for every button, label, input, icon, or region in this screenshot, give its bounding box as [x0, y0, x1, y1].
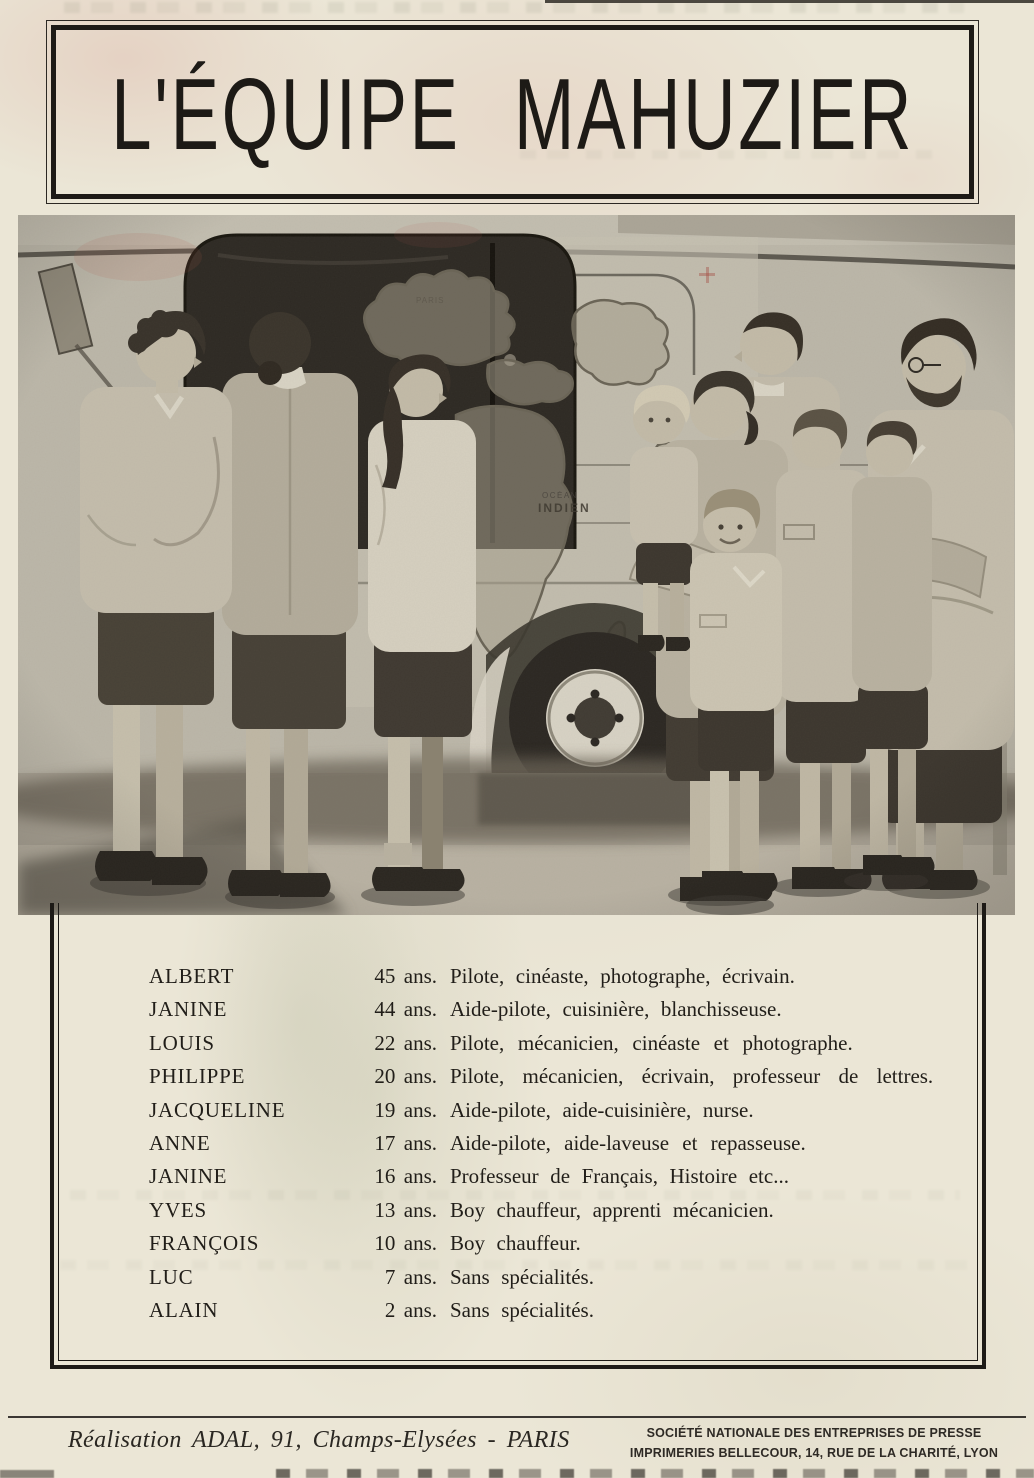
title-box — [46, 20, 979, 204]
team-row — [149, 1060, 959, 1093]
member-age: 19 ans. — [374, 1097, 437, 1122]
member-age: 2 ans. — [384, 1297, 437, 1322]
member-name: JANINE — [149, 1164, 228, 1189]
footer-credit: Réalisation ADAL, 91, Champs-Elysées - PARIS — [68, 1427, 570, 1453]
team-row — [149, 1194, 959, 1227]
member-age: 45 ans. — [374, 964, 437, 988]
member-roles: Aide-pilote, aide-laveuse et repasseuse. — [450, 1130, 806, 1155]
ink-bleed-artifact — [64, 2, 964, 13]
footer-printer-line2: IMPRIMERIES BELLECOUR, 14, RUE DE LA CHARITÉ, LYON — [629, 1446, 999, 1460]
team-roster-box — [50, 903, 986, 1369]
team-photo-illustration — [18, 215, 1015, 915]
member-name: JACQUELINE — [149, 1097, 286, 1122]
member-roles: Sans spécialités. — [450, 1264, 594, 1289]
member-roles: Boy chauffeur, apprenti mécanicien. — [450, 1197, 774, 1222]
team-row — [149, 1294, 959, 1327]
page-edge-artifact — [276, 1469, 1034, 1478]
member-roles: Boy chauffeur. — [450, 1231, 581, 1256]
title-box-inner-rule — [51, 25, 974, 199]
member-roles: Professeur de Français, Histoire etc... — [450, 1164, 789, 1189]
team-row — [149, 1160, 959, 1193]
member-name: LUC — [149, 1264, 194, 1289]
team-row — [149, 993, 959, 1026]
team-row — [149, 960, 959, 993]
team-row — [149, 1094, 959, 1127]
member-name: PHILIPPE — [149, 1064, 246, 1089]
member-age: 7 ans. — [384, 1264, 437, 1289]
member-roles: Aide-pilote, cuisinière, blanchisseuse. — [450, 997, 782, 1022]
member-age: 13 ans. — [374, 1197, 437, 1222]
member-name: YVES — [149, 1197, 208, 1222]
page-title: L'ÉQUIPE MAHUZIER — [111, 58, 914, 171]
footer-printer-line1: SOCIÉTÉ NATIONALE DES ENTREPRISES DE PRESSE — [646, 1426, 982, 1440]
member-name: LOUIS — [149, 1030, 215, 1055]
team-row — [149, 1261, 959, 1294]
footer-divider — [8, 1416, 1026, 1418]
team-row — [149, 1127, 959, 1160]
member-roles: Pilote, cinéaste, photographe, écrivain. — [450, 964, 795, 988]
team-row — [149, 1027, 959, 1060]
team-row — [149, 1227, 959, 1260]
member-age: 22 ans. — [374, 1030, 437, 1055]
page-edge-artifact — [545, 0, 1034, 3]
team-roster — [149, 960, 959, 1327]
member-roles: Pilote, mécanicien, cinéaste et photographe. — [450, 1030, 853, 1055]
member-age: 10 ans. — [374, 1231, 437, 1256]
member-name: ANNE — [149, 1130, 211, 1155]
member-name: ALBERT — [149, 964, 235, 988]
team-photo — [18, 215, 1015, 915]
footer-printer — [615, 1423, 1013, 1463]
member-roles: Aide-pilote, aide-cuisinière, nurse. — [450, 1097, 754, 1122]
page-edge-artifact — [0, 1470, 54, 1478]
member-name: FRANÇOIS — [149, 1231, 260, 1256]
member-age: 20 ans. — [374, 1064, 437, 1089]
member-roles: Pilote, mécanicien, écrivain, professeur de lettres. — [450, 1064, 934, 1089]
member-roles: Sans spécialités. — [450, 1297, 594, 1322]
member-name: JANINE — [149, 997, 228, 1022]
member-age: 44 ans. — [374, 997, 437, 1022]
member-age: 17 ans. — [374, 1130, 437, 1155]
member-age: 16 ans. — [374, 1164, 437, 1189]
member-name: ALAIN — [149, 1297, 219, 1322]
photo-vignette — [18, 215, 1015, 915]
